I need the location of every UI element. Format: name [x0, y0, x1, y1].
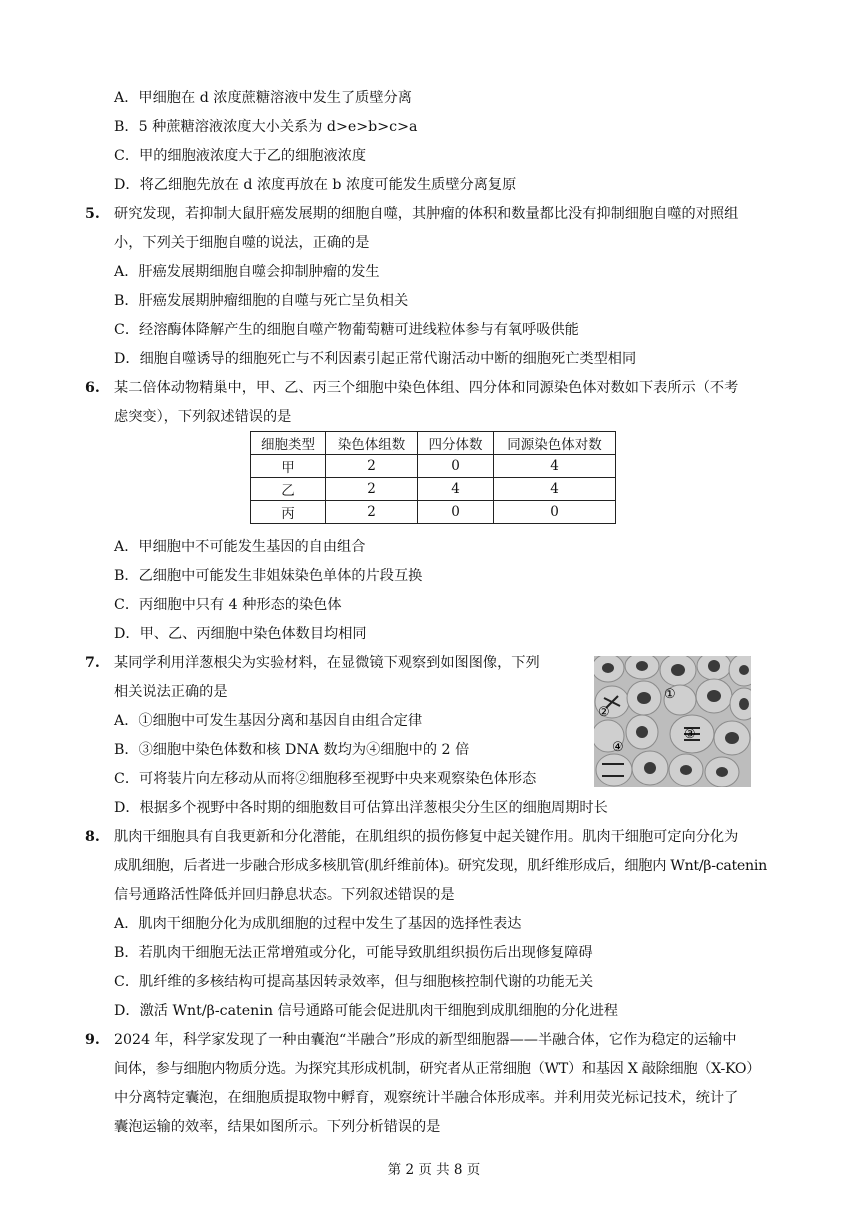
q8-number: 8. — [85, 829, 100, 845]
micrograph-drawing — [594, 656, 751, 787]
q5-option-a: A．肝癌发展期细胞自噬会抑制肿瘤的发生 — [114, 264, 380, 280]
q5-stem-line-2: 小，下列关于细胞自噬的说法，正确的是 — [114, 235, 370, 251]
table-header: 同源染色体对数 — [494, 432, 616, 455]
q8-option-a: A．肌肉干细胞分化为成肌细胞的过程中发生了基因的选择性表达 — [114, 916, 522, 932]
table-cell: 2 — [326, 455, 418, 478]
q7-option-a: A．①细胞中可发生基因分离和基因自由组合定律 — [114, 713, 423, 729]
q7-option-d: D．根据多个视野中各时期的细胞数目可估算出洋葱根尖分生区的细胞周期时长 — [114, 800, 608, 816]
q5-option-d: D．细胞自噬诱导的细胞死亡与不利因素引起正常代谢活动中断的细胞死亡类型相同 — [114, 351, 637, 367]
q6-stem-line-1: 某二倍体动物精巢中，甲、乙、丙三个细胞中染色体组、四分体和同源染色体对数如下表所示（不考 — [114, 380, 739, 396]
q6-option-a: A．甲细胞中不可能发生基因的自由组合 — [114, 539, 366, 555]
table-header: 细胞类型 — [251, 432, 326, 455]
table-cell: 0 — [418, 501, 494, 524]
q6-option-d: D．甲、乙、丙细胞中染色体数目均相同 — [114, 626, 367, 642]
table-row — [251, 455, 616, 478]
q5-option-c: C．经溶酶体降解产生的细胞自噬产物葡萄糖可进线粒体参与有氧呼吸供能 — [114, 322, 579, 338]
q5-stem-line-1: 研究发现，若抑制大鼠肝癌发展期的细胞自噬，其肿瘤的体积和数量都比没有抑制细胞自噬的对照组 — [114, 206, 739, 222]
q4-option-c: C．甲的细胞液浓度大于乙的细胞液浓度 — [114, 148, 367, 164]
figure-label-2: ② — [598, 705, 610, 720]
table-cell: 4 — [494, 455, 616, 478]
table-cell: 2 — [326, 478, 418, 501]
table-cell: 丙 — [251, 501, 326, 524]
table-cell: 0 — [418, 455, 494, 478]
table-row — [251, 501, 616, 524]
q9-stem-line-3: 中分离特定囊泡，在细胞质提取物中孵育，观察统计半融合体形成率。并利用荧光标记技术，统计了 — [114, 1090, 739, 1106]
q9-number: 9. — [85, 1032, 100, 1048]
table-header: 染色体组数 — [326, 432, 418, 455]
q9-stem-line-1: 2024 年，科学家发现了一种由囊泡“半融合”形成的新型细胞器——半融合体，它作为稳定的运输中 — [114, 1032, 737, 1048]
q7-stem-line-1: 某同学利用洋葱根尖为实验材料，在显微镜下观察到如图图像，下列 — [114, 655, 540, 671]
table-header: 四分体数 — [418, 432, 494, 455]
q7-stem-line-2: 相关说法正确的是 — [114, 684, 228, 700]
onion-root-tip-micrograph — [594, 656, 751, 787]
q8-stem-line-1: 肌肉干细胞具有自我更新和分化潜能，在肌组织的损伤修复中起关键作用。肌肉干细胞可定向分化为 — [114, 829, 739, 845]
q6-stem-line-2: 虑突变），下列叙述错误的是 — [114, 409, 292, 425]
q5-option-b: B．肝癌发展期肿瘤细胞的自噬与死亡呈负相关 — [114, 293, 409, 309]
table-cell: 0 — [494, 501, 616, 524]
figure-label-4: ④ — [612, 740, 624, 755]
q4-option-b: B．5 种蔗糖溶液浓度大小关系为 d>e>b>c>a — [114, 119, 418, 135]
q8-option-b: B．若肌肉干细胞无法正常增殖或分化，可能导致肌组织损伤后出现修复障碍 — [114, 945, 593, 961]
q5-number: 5. — [85, 206, 100, 222]
q7-option-c: C．可将装片向左移动从而将②细胞移至视野中央来观察染色体形态 — [114, 771, 537, 787]
q8-stem-line-2: 成肌细胞，后者进一步融合形成多核肌管(肌纤维前体)。研究发现，肌纤维形成后，细胞内 Wnt/β-catenin — [114, 858, 767, 874]
table-cell: 4 — [494, 478, 616, 501]
figure-label-3: ③ — [684, 727, 696, 742]
q8-option-d: D．激活 Wnt/β-catenin 信号通路可能会促进肌肉干细胞到成肌细胞的分化进程 — [114, 1003, 618, 1019]
table-cell: 乙 — [251, 478, 326, 501]
figure-label-1: ① — [664, 687, 676, 702]
table-cell: 2 — [326, 501, 418, 524]
table-header-row — [251, 432, 616, 455]
q9-stem-line-2: 间体，参与细胞内物质分选。为探究其形成机制，研究者从正常细胞（WT）和基因 X 敲除细胞（X-KO） — [114, 1061, 761, 1077]
q4-option-d: D．将乙细胞先放在 d 浓度再放在 b 浓度可能发生质壁分离复原 — [114, 177, 517, 193]
q6-option-c: C．丙细胞中只有 4 种形态的染色体 — [114, 597, 342, 613]
q9-stem-line-4: 囊泡运输的效率，结果如图所示。下列分析错误的是 — [114, 1119, 441, 1135]
q8-option-c: C．肌纤维的多核结构可提高基因转录效率，但与细胞核控制代谢的功能无关 — [114, 974, 594, 990]
table-row — [251, 478, 616, 501]
page-footer: 第 2 页 共 8 页 — [387, 1162, 481, 1178]
q7-number: 7. — [85, 655, 100, 671]
q6-option-b: B．乙细胞中可能发生非姐妹染色单体的片段互换 — [114, 568, 423, 584]
table-cell: 甲 — [251, 455, 326, 478]
q8-stem-line-3: 信号通路活性降低并回归静息状态。下列叙述错误的是 — [114, 887, 455, 903]
table-cell: 4 — [418, 478, 494, 501]
q6-number: 6. — [85, 380, 100, 396]
q4-option-a: A．甲细胞在 d 浓度蔗糖溶液中发生了质壁分离 — [114, 90, 412, 106]
q6-table — [250, 431, 616, 524]
q7-option-b: B．③细胞中染色体数和核 DNA 数均为④细胞中的 2 倍 — [114, 742, 470, 758]
